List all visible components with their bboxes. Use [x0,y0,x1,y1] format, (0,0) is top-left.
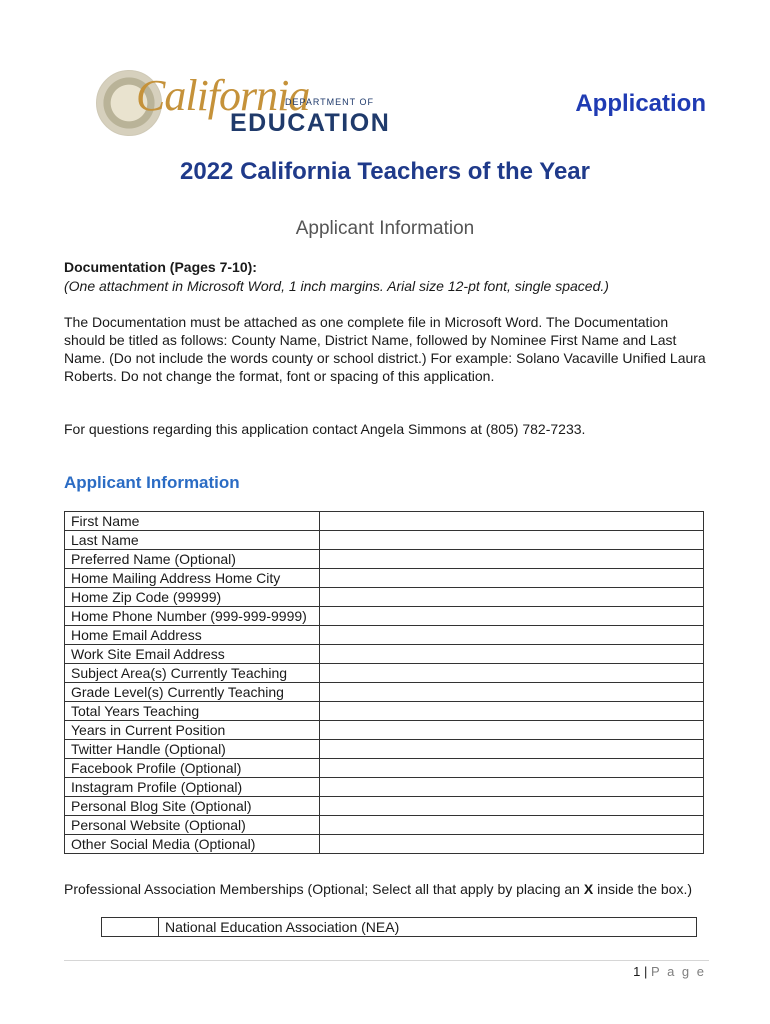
field-label: Subject Area(s) Currently Teaching [65,664,320,683]
field-label: Preferred Name (Optional) [65,550,320,569]
documentation-note: (One attachment in Microsoft Word, 1 inch margins. Arial size 12-pt font, single spaced.) [64,278,609,294]
field-label: Home Phone Number (999-999-9999) [65,607,320,626]
field-label: Other Social Media (Optional) [65,835,320,854]
applicant-info-table [64,511,704,854]
documentation-instructions: The Documentation must be attached as one complete file in Microsoft Word. The Documentation should be titled as follows: County Name, District Name, followed by Nominee First Name and Last Name. (Do not include the words county or school district.) For example: Solano Vacaville Unified Laura Roberts. Do not change the format, font or spacing of this application. [64,314,706,384]
field-value-cell[interactable] [320,569,704,588]
contact-info: For questions regarding this application contact Angela Simmons at (805) 782-7233. [64,421,586,437]
memberships-table [101,917,697,937]
field-value-cell[interactable] [320,778,704,797]
field-value-cell[interactable] [320,740,704,759]
page-title: 2022 California Teachers of the Year [180,158,590,185]
table-row [65,816,704,835]
field-value-cell[interactable] [320,607,704,626]
footer-divider [64,960,709,961]
page-separator: | [644,964,648,979]
table-row [65,835,704,854]
page-footer [633,964,706,979]
field-value-cell[interactable] [320,550,704,569]
table-row [65,721,704,740]
membership-checkbox-cell[interactable] [102,918,159,937]
table-row [65,759,704,778]
memberships-intro-text-end: inside the box.) [593,881,693,897]
field-label: Personal Blog Site (Optional) [65,797,320,816]
field-label: Twitter Handle (Optional) [65,740,320,759]
table-row [65,588,704,607]
field-label: Home Email Address [65,626,320,645]
page-word: P a g e [651,964,706,979]
field-label: Last Name [65,531,320,550]
field-label: Home Zip Code (99999) [65,588,320,607]
logo-department-text: DEPARTMENT OF [285,97,375,107]
table-row [65,569,704,588]
memberships-intro-text: Professional Association Memberships (Optional; Select all that apply by placing an [64,881,584,897]
cde-logo [96,70,391,140]
table-row [65,645,704,664]
field-label: Grade Level(s) Currently Teaching [65,683,320,702]
logo-education-text: EDUCATION [230,109,391,137]
field-label: Work Site Email Address [65,645,320,664]
field-label: Home Mailing Address Home City [65,569,320,588]
field-value-cell[interactable] [320,835,704,854]
table-row [65,702,704,721]
field-value-cell[interactable] [320,702,704,721]
field-label: Instagram Profile (Optional) [65,778,320,797]
field-value-cell[interactable] [320,645,704,664]
field-label: First Name [65,512,320,531]
table-row [65,607,704,626]
table-row [65,531,704,550]
memberships-intro [64,880,709,898]
field-label: Personal Website (Optional) [65,816,320,835]
field-value-cell[interactable] [320,626,704,645]
table-row [65,626,704,645]
field-label: Facebook Profile (Optional) [65,759,320,778]
field-value-cell[interactable] [320,683,704,702]
field-value-cell[interactable] [320,816,704,835]
field-value-cell[interactable] [320,531,704,550]
table-row [65,778,704,797]
table-row [65,664,704,683]
applicant-info-heading: Applicant Information [64,473,240,492]
field-label: Total Years Teaching [65,702,320,721]
field-label: Years in Current Position [65,721,320,740]
field-value-cell[interactable] [320,588,704,607]
table-row [65,550,704,569]
field-value-cell[interactable] [320,721,704,740]
field-value-cell[interactable] [320,797,704,816]
page-subtitle: Applicant Information [295,218,475,239]
documentation-heading: Documentation (Pages 7-10): [64,259,257,275]
memberships-intro-mark: X [583,881,594,897]
field-value-cell[interactable] [320,664,704,683]
page-number: 1 [633,964,641,979]
table-row [65,512,704,531]
table-row [65,797,704,816]
field-value-cell[interactable] [320,759,704,778]
table-row [65,683,704,702]
logo-california-text: California [136,71,310,120]
membership-label: National Education Association (NEA) [159,918,697,937]
application-label: Application [575,90,706,117]
membership-row [102,918,697,937]
field-value-cell[interactable] [320,512,704,531]
table-row [65,740,704,759]
